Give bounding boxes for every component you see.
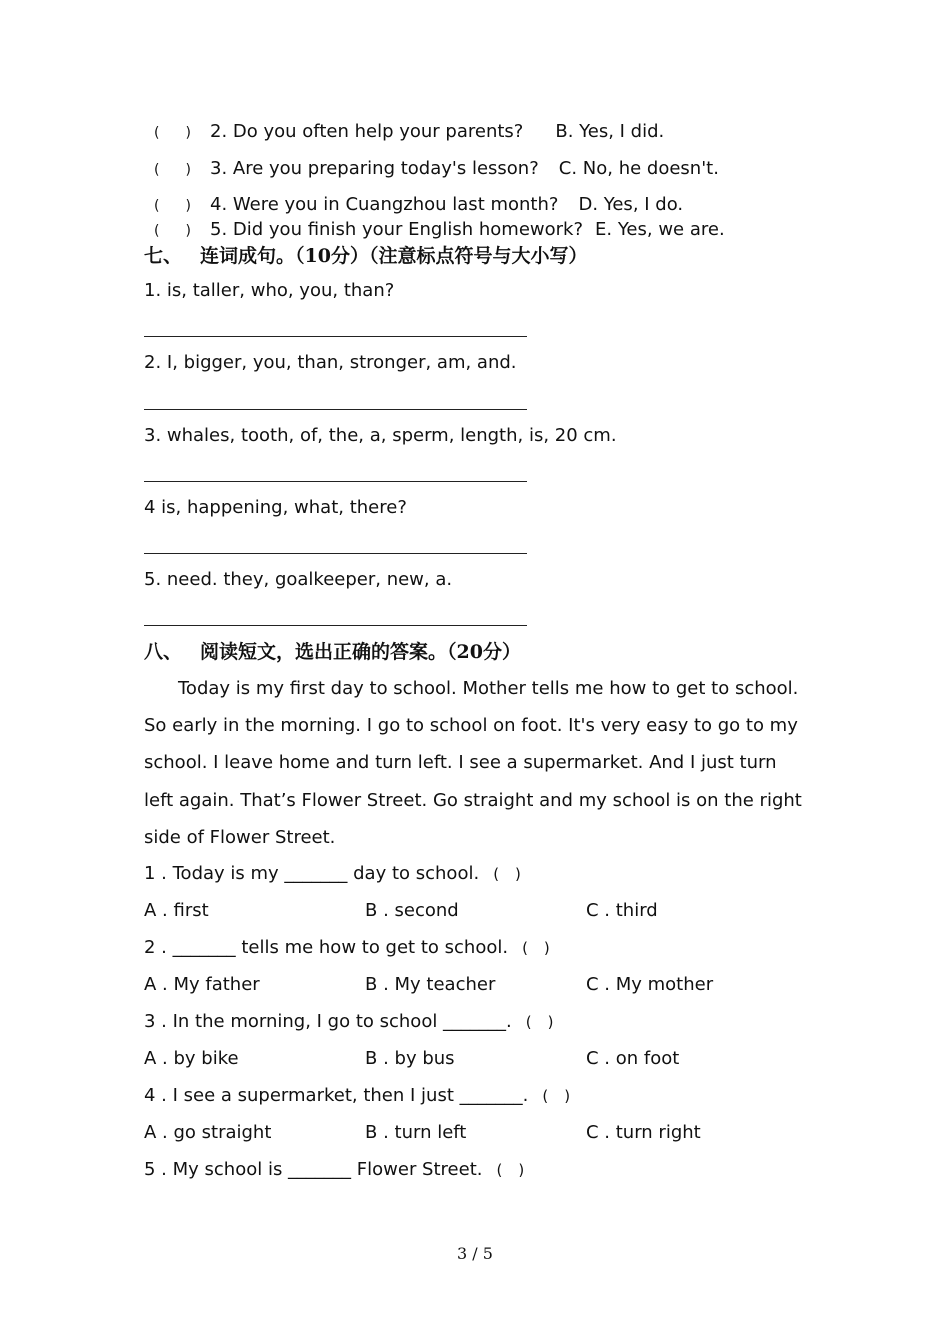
matching-answer: C. No, he doesn't.: [558, 158, 719, 179]
sentence-prompt: 2. I, bigger, you, than, stronger, am, and.: [144, 352, 517, 373]
answer-line[interactable]: [144, 481, 527, 482]
option-b: B . second: [365, 900, 459, 921]
answer-line[interactable]: [144, 553, 527, 554]
sentence-prompt: 1. is, taller, who, you, than?: [144, 280, 395, 301]
answer-parentheses: ( ): [522, 939, 550, 957]
matching-answer: D. Yes, I do.: [578, 194, 684, 215]
page-number: 3 / 5: [457, 1244, 493, 1263]
option-b: B . My teacher: [365, 974, 496, 995]
section-number: 八、: [144, 641, 183, 663]
answer-parentheses: ( ): [542, 1087, 571, 1105]
option-c: C . turn right: [586, 1122, 701, 1143]
option-c: C . third: [586, 900, 658, 921]
question-text: 5 . My school is _______ Flower Street.: [144, 1159, 483, 1180]
matching-item: [144, 121, 664, 144]
option-a: A . by bike: [144, 1048, 239, 1069]
answer-line[interactable]: [144, 336, 527, 337]
question-text: 2 . _______ tells me how to get to school.: [144, 937, 509, 958]
option-a: A . first: [144, 900, 209, 921]
question-text: 4 . I see a supermarket, then I just _______.: [144, 1085, 529, 1106]
option-b: B . by bus: [365, 1048, 455, 1069]
option-b: B . turn left: [365, 1122, 467, 1143]
option-c: C . on foot: [586, 1048, 680, 1069]
reading-question: [144, 937, 550, 959]
question-text: 1 . Today is my _______ day to school.: [144, 863, 480, 884]
answer-parentheses: ( ): [154, 125, 191, 141]
answer-line[interactable]: [144, 625, 527, 626]
answer-parentheses: ( ): [493, 865, 521, 883]
answer-parentheses: ( ): [496, 1161, 525, 1179]
matching-item: [144, 194, 683, 217]
sentence-prompt: 3. whales, tooth, of, the, a, sperm, length, is, 20 cm.: [144, 425, 617, 446]
option-a: A . My father: [144, 974, 260, 995]
reading-question: [144, 1011, 554, 1033]
answer-parentheses: ( ): [154, 223, 191, 239]
option-a: A . go straight: [144, 1122, 272, 1143]
sentence-prompt: 5. need. they, goalkeeper, new, a.: [144, 569, 453, 590]
option-c: C . My mother: [586, 974, 714, 995]
section-heading: [144, 641, 521, 663]
sentence-prompt: 4 is, happening, what, there?: [144, 497, 407, 518]
answer-parentheses: ( ): [154, 198, 191, 214]
matching-question: 5. Did you finish your English homework?: [210, 219, 584, 240]
answer-parentheses: ( ): [154, 162, 191, 178]
matching-answer: B. Yes, I did.: [555, 121, 665, 142]
answer-line[interactable]: [144, 409, 527, 410]
reading-passage: Today is my first day to school. Mother tells me how to get to school. So early in the morning. I go to school on foot. It's very easy to go to my school. I leave home and turn left. I see a supermarket. And I just turn left again. That’s Flower Street. Go straight and my school is on the right side of Flower Street.: [144, 678, 802, 848]
answer-parentheses: ( ): [525, 1013, 554, 1031]
reading-question: [144, 1085, 570, 1107]
section-title: 连词成句。（10分）（注意标点符号与大小写）: [200, 245, 588, 267]
matching-question: 2. Do you often help your parents?: [210, 121, 524, 142]
section-heading: [144, 245, 587, 267]
reading-question: [144, 863, 521, 885]
question-text: 3 . In the morning, I go to school _______.: [144, 1011, 512, 1032]
matching-question: 3. Are you preparing today's lesson?: [210, 158, 539, 179]
matching-question: 4. Were you in Cuangzhou last month?: [210, 194, 559, 215]
matching-answer: E. Yes, we are.: [595, 219, 725, 240]
reading-question: [144, 1159, 524, 1181]
section-number: 七、: [144, 245, 183, 267]
section-title: 阅读短文，选出正确的答案。（20分）: [200, 641, 521, 663]
matching-item: [144, 158, 719, 181]
matching-item: [144, 219, 725, 242]
